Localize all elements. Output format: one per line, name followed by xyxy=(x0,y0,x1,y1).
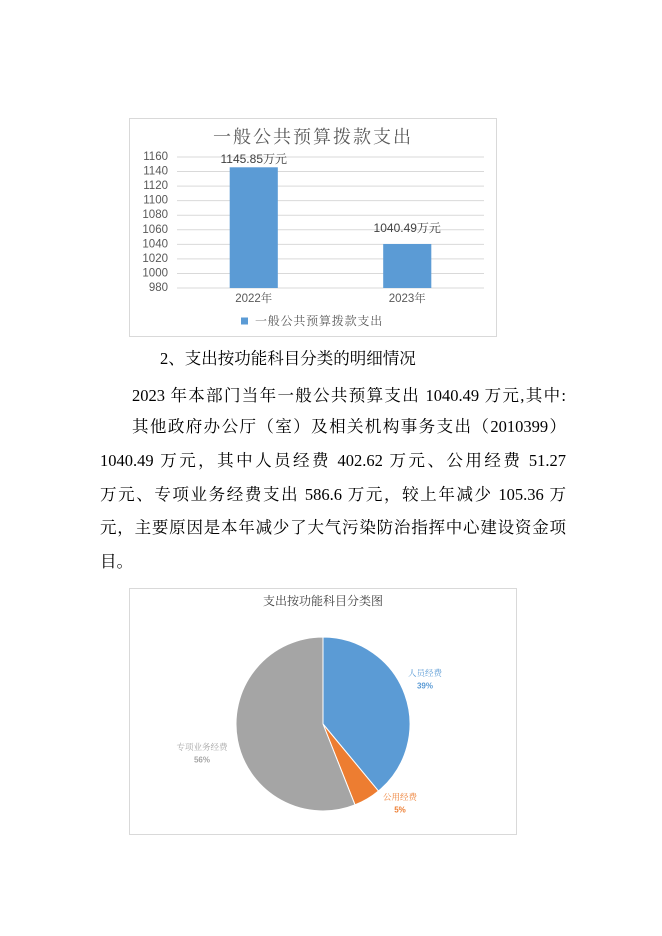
y-tick-label: 1080 xyxy=(142,209,168,222)
pie-percent-personnel: 39% xyxy=(416,681,434,691)
pie-slices xyxy=(236,637,410,811)
y-tick-label: 1120 xyxy=(143,180,168,193)
paragraph-line: 元，主要原因是本年减少了大气污染防治指挥中心建设资金项 xyxy=(100,518,566,537)
pie-label-personnel: 人员经费 xyxy=(407,668,443,678)
bar-2022 xyxy=(230,167,278,288)
y-tick-label: 1020 xyxy=(142,252,168,265)
paragraph-line: 1040.49 万元，其中人员经费 402.62 万元、公用经费 51.27 xyxy=(100,451,566,470)
y-tick-label: 1000 xyxy=(142,267,168,280)
paragraph-line: 万元、专项业务经费支出 586.6 万元，较上年减少 105.36 万 xyxy=(100,485,566,504)
pie-percent-special-project: 56% xyxy=(193,755,211,765)
bar-chart xyxy=(129,118,497,337)
y-tick-label: 1160 xyxy=(143,151,168,163)
bar-chart-title: 一般公共预算拨款支出 xyxy=(213,127,413,147)
pie-label-special-project: 专项业务经费 xyxy=(176,742,228,752)
y-tick-label: 1140 xyxy=(143,165,168,178)
paragraph-line: 其他政府办公厅（室）及相关机构事务支出（2010399） xyxy=(132,417,566,436)
legend-label: 一般公共预算拨款支出 xyxy=(255,314,384,328)
y-tick-label: 1040 xyxy=(142,238,168,251)
y-tick-label: 1060 xyxy=(142,223,168,236)
pie-chart-title: 支出按功能科目分类图 xyxy=(262,594,384,608)
x-tick-label-2022: 2022年 xyxy=(235,293,273,305)
data-label-2023: 1040.49万元 xyxy=(373,220,441,235)
paragraph-line: 目。 xyxy=(100,552,133,571)
bar-2023 xyxy=(383,244,431,288)
data-label-2022: 1145.85万元 xyxy=(220,152,287,166)
y-axis-tick-labels xyxy=(142,151,168,294)
x-tick-label-2023: 2023年 xyxy=(388,293,426,305)
y-tick-label: 1100 xyxy=(143,194,168,207)
legend xyxy=(241,313,383,328)
legend-swatch xyxy=(241,318,248,325)
x-axis-tick-labels xyxy=(235,291,426,305)
paragraph-line: 2023 年本部门当年一般公共预算支出 1040.49 万元,其中: xyxy=(132,386,566,405)
pie-chart xyxy=(129,588,517,835)
bar-chart-canvas xyxy=(130,119,496,336)
y-tick-label: 980 xyxy=(148,282,168,294)
pie-percent-public: 5% xyxy=(394,805,406,815)
pie-label-public: 公用经费 xyxy=(382,792,418,802)
section-heading: 2、支出按功能科目分类的明细情况 xyxy=(160,349,416,368)
pie-chart-canvas xyxy=(130,589,516,834)
